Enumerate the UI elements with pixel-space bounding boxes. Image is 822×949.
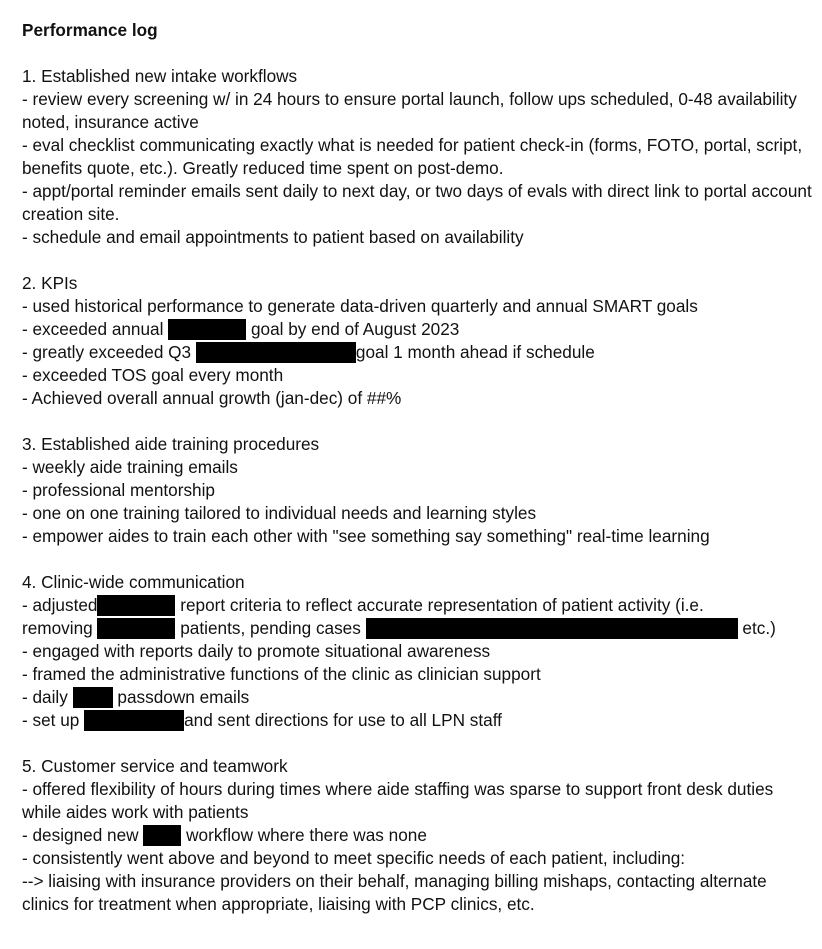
- redaction-block: [168, 319, 246, 340]
- document-title: Performance log: [22, 20, 158, 40]
- list-item: - framed the administrative functions of the clinic as clinician support: [22, 664, 541, 684]
- list-item-text: - designed new: [22, 825, 144, 845]
- list-item: - review every screening w/ in 24 hours to ensure portal launch, follow ups scheduled, 0-48 availability noted, insurance active: [22, 89, 797, 132]
- redaction-block: [196, 342, 356, 363]
- performance-log-document: [22, 19, 814, 939]
- list-item-text: and sent directions for use to all LPN staff: [184, 710, 502, 730]
- list-item-text: etc.): [737, 618, 776, 638]
- redaction-block: [97, 595, 175, 616]
- list-item-text: - set up: [22, 710, 85, 730]
- list-item: - engaged with reports daily to promote situational awareness: [22, 641, 491, 661]
- section-clinic-communication: [22, 571, 814, 732]
- list-item: - used historical performance to generate data-driven quarterly and annual SMART goals: [22, 296, 698, 316]
- redaction-block: [73, 687, 113, 708]
- list-item: --> liaising with insurance providers on their behalf, managing billing mishaps, contacting alternate clinics for treatment when appropriate, liaising with PCP clinics, etc.: [22, 871, 767, 914]
- list-item: - professional mentorship: [22, 480, 215, 500]
- list-item-text: patients, pending cases: [175, 618, 366, 638]
- redaction-block: [97, 618, 175, 639]
- list-item: - appt/portal reminder emails sent daily to next day, or two days of evals with direct link to portal account creation site.: [22, 181, 812, 224]
- list-item-text: workflow where there was none: [181, 825, 427, 845]
- redaction-block: [143, 825, 181, 846]
- list-item-text: - adjusted: [22, 595, 98, 615]
- list-item-text: - greatly exceeded Q3: [22, 342, 196, 362]
- list-item: [22, 594, 814, 617]
- section-kpis: [22, 272, 814, 410]
- list-item-text: goal by end of August 2023: [246, 319, 460, 339]
- redaction-block: [84, 710, 184, 731]
- redaction-block: [366, 618, 738, 639]
- list-item-text: passdown emails: [112, 687, 250, 707]
- section-heading: 3. Established aide training procedures: [22, 434, 320, 454]
- list-item-text: goal 1 month ahead if schedule: [355, 342, 595, 362]
- list-item: [22, 686, 814, 709]
- list-item: - consistently went above and beyond to meet specific needs of each patient, including:: [22, 848, 686, 868]
- list-item: [22, 318, 814, 341]
- list-item: - exceeded TOS goal every month: [22, 365, 284, 385]
- section-intake-workflows: [22, 65, 814, 249]
- list-item-text: report criteria to reflect accurate representation of patient activity (i.e.: [175, 595, 704, 615]
- section-heading: 4. Clinic-wide communication: [22, 572, 245, 592]
- list-item: [22, 709, 814, 732]
- list-item: - one on one training tailored to individual needs and learning styles: [22, 503, 537, 523]
- list-item: - Achieved overall annual growth (jan-dec) of ##%: [22, 388, 402, 408]
- list-item: [22, 341, 814, 364]
- list-item: [22, 824, 814, 847]
- list-item: - weekly aide training emails: [22, 457, 238, 477]
- list-item: - schedule and email appointments to patient based on availability: [22, 227, 524, 247]
- section-heading: 5. Customer service and teamwork: [22, 756, 288, 776]
- list-item-text: - daily: [22, 687, 73, 707]
- list-item: - offered flexibility of hours during times where aide staffing was sparse to support front desk duties while aides work with patients: [22, 779, 774, 822]
- list-item: - eval checklist communicating exactly what is needed for patient check-in (forms, FOTO, portal, script, benefits quote, etc.). Greatly reduced time spent on post-demo.: [22, 135, 803, 178]
- list-item: - empower aides to train each other with "see something say something" real-time learning: [22, 526, 710, 546]
- section-heading: 2. KPIs: [22, 273, 78, 293]
- section-heading: 1. Established new intake workflows: [22, 66, 298, 86]
- section-aide-training: [22, 433, 814, 548]
- list-item: [22, 617, 814, 640]
- list-item-text: removing: [22, 618, 98, 638]
- list-item-text: - exceeded annual: [22, 319, 169, 339]
- section-customer-service: [22, 755, 814, 916]
